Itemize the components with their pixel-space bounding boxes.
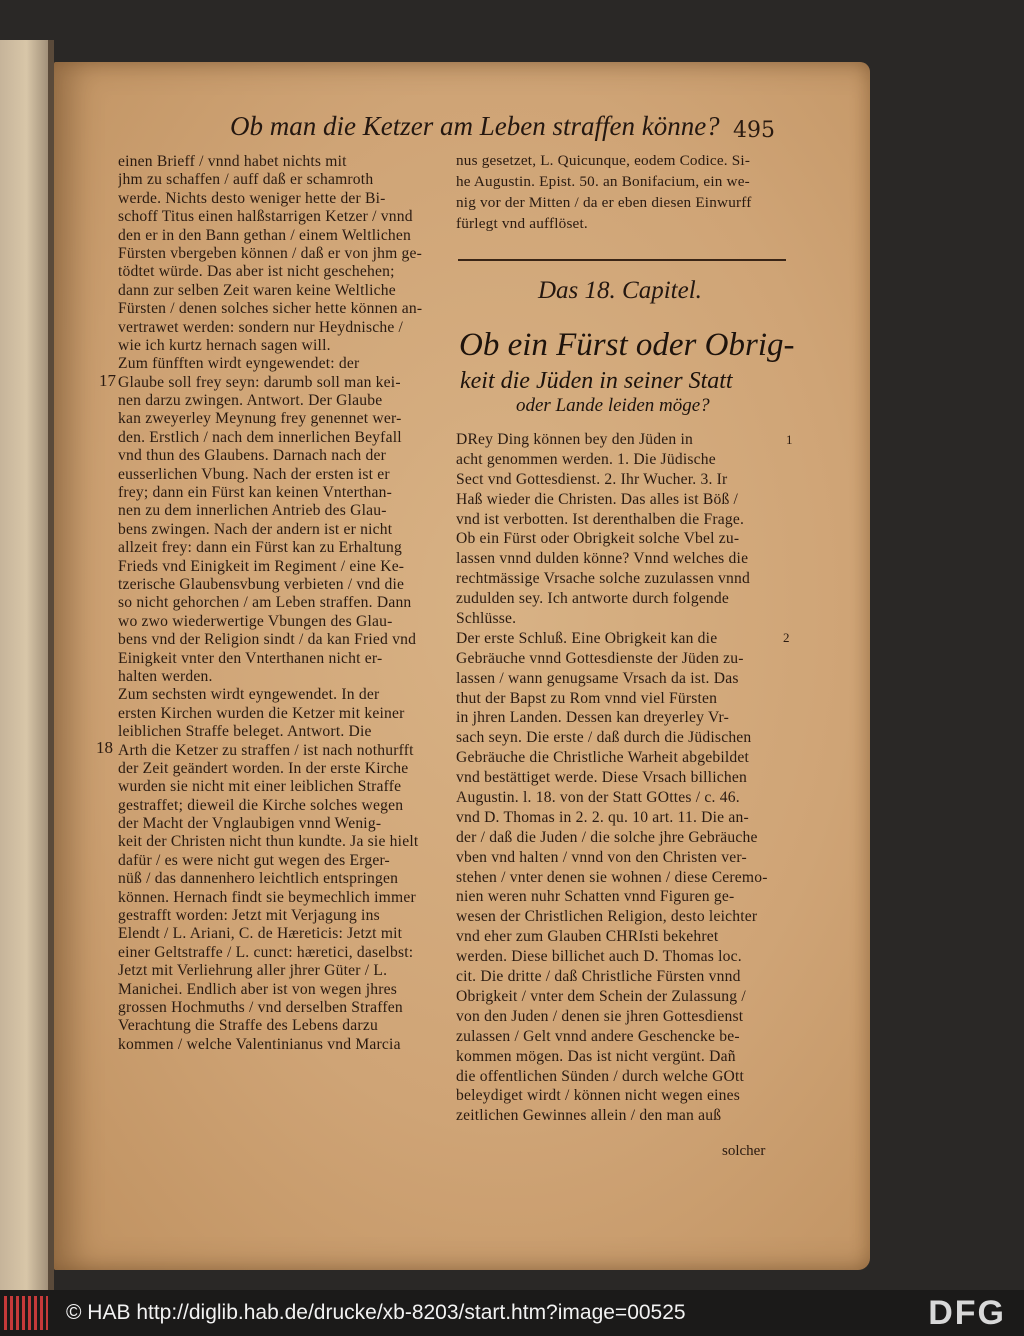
- text-line: fürlegt vnd aufflöset.: [456, 215, 588, 232]
- text-line: wo zwo wiederwertige Vbungen des Glau-: [118, 612, 393, 630]
- text-line: grossen Hochmuths / vnd derselben Straffen: [118, 998, 403, 1016]
- right-intro: [456, 150, 784, 234]
- right-body: [456, 430, 786, 1126]
- text-line: Der erste Schluß. Eine Obrigkeit kan die: [456, 629, 718, 647]
- text-line: Jetzt mit Verliehrung aller jhrer Güter / L.: [118, 962, 388, 980]
- catchword: solcher: [722, 1143, 766, 1159]
- text-line: gestraffet; dieweil die Kirche solches wegen: [118, 796, 404, 814]
- text-line: leiblichen Straffe beleget. Antwort. Die: [118, 723, 372, 741]
- text-line: dafür / es were nicht gut wegen des Erger-: [118, 851, 390, 869]
- footer-credit-link[interactable]: © HAB http://diglib.hab.de/drucke/xb-8203/start.htm?image=00525: [66, 1301, 686, 1324]
- text-line: he Augustin. Epist. 50. an Bonifacium, ein we-: [456, 173, 750, 190]
- text-line: eusserlichen Vbung. Nach der ersten ist er: [118, 465, 390, 483]
- text-line: Glaube soll frey seyn: darumb soll man kei-: [118, 373, 401, 391]
- text-line: Fürsten vbergeben können / daß er von jhm ge-: [118, 244, 423, 262]
- text-line: frey; dann ein Fürst kan keinen Vnterthan-: [118, 484, 392, 502]
- text-line: werden. Diese billichet auch D. Thomas loc.: [456, 948, 742, 966]
- text-line: zeitlichen Gewinnes allein / den man auß: [456, 1107, 722, 1125]
- text-line: den. Erstlich / nach dem innerlichen Beyfall: [118, 428, 402, 446]
- text-line: Arth die Ketzer zu straffen / ist nach nothurfft: [118, 741, 414, 759]
- text-line: DRey Ding können bey den Jüden in: [456, 431, 694, 448]
- dfg-logo: DFG: [928, 1294, 1006, 1332]
- text-line: so nicht gehorchen / am Leben straffen. Dann: [118, 594, 412, 612]
- text-line: keit der Christen nicht thun kundte. Ja sie hielt: [118, 833, 419, 851]
- text-line: halten werden.: [118, 667, 213, 685]
- text-line: Elendt / L. Ariani, C. de Hæreticis: Jetzt mit: [118, 925, 403, 943]
- text-line: acht genommen werden. 1. Die Jüdische: [456, 450, 716, 468]
- text-line: nen darzu zwingen. Antwort. Der Glaube: [118, 392, 383, 410]
- text-line: nig vor der Mitten / da er eben diesen Einwurff: [456, 194, 752, 211]
- text-line: lassen vnnd dulden könne? Vnnd welches die: [456, 550, 749, 568]
- text-line: vnd D. Thomas in 2. 2. qu. 10 art. 11. Die an-: [456, 808, 749, 826]
- text-line: stehen / vnter denen sie wohnen / diese Ceremo-: [456, 868, 768, 886]
- marginal-number: 18: [96, 738, 113, 757]
- text-line: kommen mögen. Das ist nicht vergünt. Dañ: [456, 1047, 736, 1065]
- text-line: wie ich kurtz hernach sagen will.: [118, 336, 331, 354]
- text-line: der / daß die Juden / die solche jhre Gebräuche: [456, 828, 758, 846]
- text-line: jhm zu schaffen / auff daß er schamroth: [118, 171, 374, 189]
- text-line: Schlüsse.: [456, 610, 517, 628]
- text-line: können. Hernach findt sie beymechlich immer: [118, 888, 416, 906]
- text-line: tzerische Glaubensvbung verbieten / vnd die: [118, 575, 405, 593]
- text-line: vnd ist verbotten. Ist derenthalben die Frage.: [456, 510, 745, 528]
- text-line: beleydiget wirdt / können nicht wegen eines: [456, 1087, 741, 1105]
- text-line: wesen der Christlichen Religion, desto leichter: [456, 908, 758, 926]
- text-line: die offentlichen Sünden / durch welche GOtt: [456, 1067, 745, 1085]
- text-line: rechtmässige Vrsache solche zuzulassen vnnd: [456, 570, 751, 588]
- text-line: Zum sechsten wirdt eyngewendet. In der: [118, 686, 380, 704]
- text-line: Zum fünfften wirdt eyngewendet: der: [118, 355, 360, 373]
- text-line: Fürsten / denen solches sicher hette können an-: [118, 300, 423, 318]
- text-line: bens vnd der Religion sindt / da kan Fried vnd: [118, 631, 417, 649]
- text-line: einen Brieff / vnnd habet nichts mit: [118, 153, 347, 170]
- text-line: Obrigkeit / vnter dem Schein der Zulassung /: [456, 987, 746, 1005]
- text-line: Einigkeit vnter den Vnterthanen nicht er-: [118, 649, 383, 667]
- text-line: Verachtung die Straffe des Lebens darzu: [118, 1017, 378, 1035]
- text-line: lassen / wann genugsame Vrsach da ist. Das: [456, 669, 739, 687]
- text-line: werde. Nichts desto weniger hette der Bi-: [118, 189, 386, 207]
- library-barcode-icon: [4, 1296, 48, 1330]
- section-rule: [458, 259, 786, 261]
- text-line: Gebräuche vnnd Gottesdienste der Jüden zu-: [456, 649, 744, 667]
- text-line: wurden sie nicht mit einer leiblichen Straffe: [118, 778, 402, 796]
- text-line: den er in den Bann gethan / einem Weltlichen: [118, 226, 412, 244]
- text-line: kan zweyerley Meynung frey genennet wer-: [118, 410, 402, 428]
- marginal-number: 1: [786, 432, 793, 447]
- chapter-title-line-3: oder Lande leiden möge?: [516, 395, 710, 416]
- text-line: sach seyn. Die erste / daß durch die Jüdischen: [456, 729, 752, 747]
- marginal-number: 2: [783, 630, 790, 645]
- text-line: nüß / das dannenhero leichtlich entspringen: [118, 870, 399, 888]
- running-head: Ob man die Ketzer am Leben straffen könne?: [230, 111, 720, 141]
- marginal-number: 17: [99, 371, 116, 390]
- text-line: vnd eher zum Glauben CHRIsti bekehret: [456, 928, 719, 946]
- chapter-title-line-1: Ob ein Fürst oder Obrig-: [459, 327, 795, 363]
- text-line: Sect vnd Gottesdienst. 2. Ihr Wucher. 3. Ir: [456, 470, 728, 488]
- text-line: schoff Titus einen halßstarrigen Ketzer / vnnd: [118, 208, 413, 226]
- text-line: vertrawet werden: sondern nur Heydnische /: [118, 318, 404, 336]
- text-line: Ob ein Fürst oder Obrigkeit solche Vbel zu-: [456, 530, 740, 548]
- text-line: nien weren nuhr Schatten vnnd Figuren ge-: [456, 888, 735, 906]
- page-number: 495: [733, 118, 775, 143]
- left-column: [118, 153, 446, 1054]
- text-line: bens zwingen. Nach der andern ist er nicht: [118, 520, 393, 538]
- text-line: nus gesetzet, L. Quicunque, eodem Codice. Si-: [456, 152, 751, 169]
- text-line: in jhren Landen. Dessen kan dreyerley Vr-: [456, 709, 729, 727]
- text-line: einer Geltstraffe / L. cunct: hæretici, daselbst:: [118, 943, 414, 961]
- text-line: der Macht der Vnglaubigen vnnd Wenig-: [118, 815, 382, 833]
- chapter-title-line-2: keit die Jüden in seiner Statt: [460, 368, 733, 394]
- previous-page-edge: [0, 40, 48, 1290]
- text-line: dann zur selben Zeit waren keine Weltliche: [118, 281, 396, 299]
- text-line: vnd thun des Glaubens. Darnach nach der: [118, 447, 387, 465]
- text-line: Frieds vnd Einigkeit im Regiment / eine Ke-: [118, 557, 405, 575]
- footer-bar: [0, 1290, 1024, 1336]
- text-line: Manichei. Endlich aber ist von wegen jhres: [118, 980, 398, 998]
- text-line: der Zeit geändert worden. In der erste Kirche: [118, 759, 409, 777]
- text-line: vnd bestättiget werde. Diese Vrsach billichen: [456, 769, 747, 787]
- text-line: nen zu dem innerlichen Antrieb des Glau-: [118, 502, 387, 520]
- text-line: Haß wieder die Christen. Das alles ist Böß /: [456, 490, 739, 508]
- chapter-heading: Das 18. Capitel.: [538, 277, 702, 304]
- text-line: Gebräuche die Christliche Warheit abgebildet: [456, 749, 750, 767]
- text-line: kommen / welche Valentinianus vnd Marcia: [118, 1035, 401, 1053]
- text-line: thut der Bapst zu Rom vnnd viel Fürsten: [456, 689, 718, 707]
- text-line: cit. Die dritte / daß Christliche Fürsten vnnd: [456, 968, 741, 986]
- text-line: vben vnd halten / vnnd von den Christen ver-: [456, 848, 747, 866]
- text-line: zudulden sey. Ich antworte durch folgende: [456, 590, 730, 608]
- text-line: tödtet würde. Das aber ist nicht geschehen;: [118, 263, 395, 281]
- text-line: allzeit frey: dann ein Fürst kan zu Erhaltung: [118, 539, 402, 557]
- text-line: zulassen / Gelt vnnd andere Geschencke be-: [456, 1027, 740, 1045]
- text-line: gestrafft worden: Jetzt mit Verjagung ins: [118, 907, 380, 925]
- text-line: Augustin. l. 18. von der Statt GOttes / c. 46.: [456, 789, 740, 807]
- text-line: von den Juden / denen sie jhren Gottesdienst: [456, 1007, 744, 1025]
- text-line: ersten Kirchen wurden die Ketzer mit keiner: [118, 704, 405, 722]
